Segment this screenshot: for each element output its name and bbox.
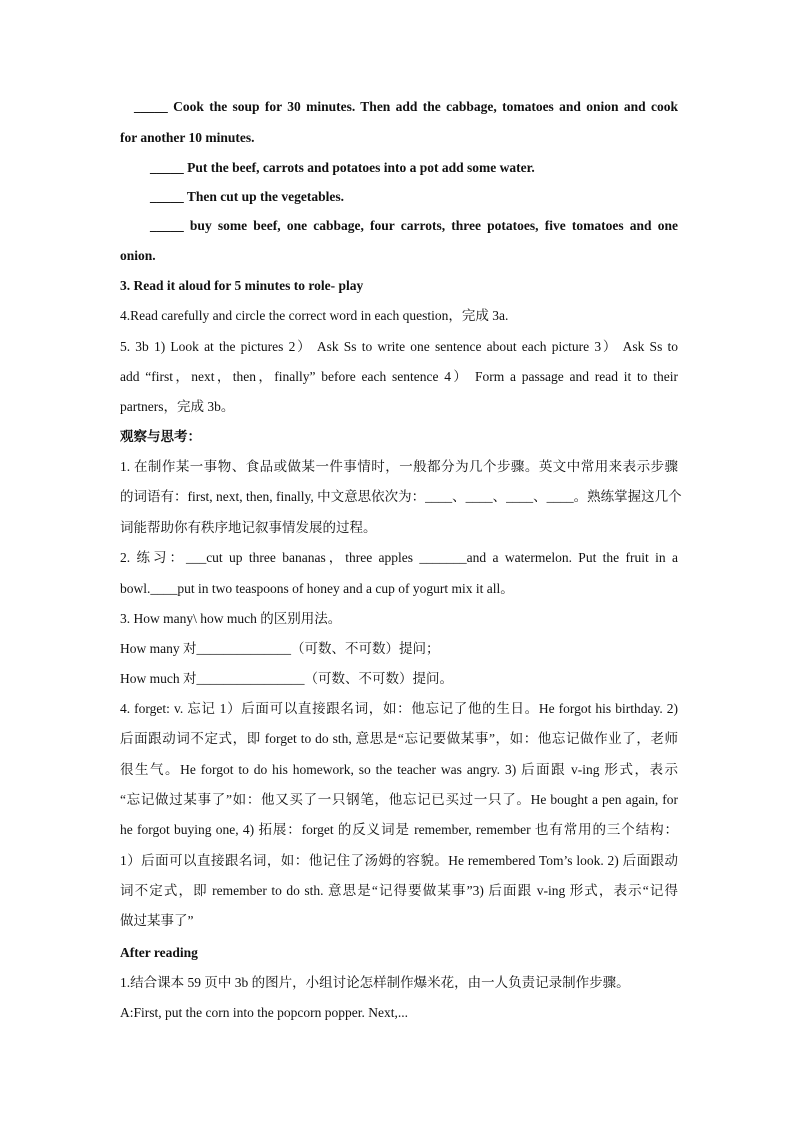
step-cook-soup: _____ Cook the soup for 30 minutes. Then add the cabbage, tomatoes and onion and cook (134, 99, 678, 114)
observe-1-line2: 的词语有：first, next, then, finally, 中文意思依次为：____、____、____、____。熟练掌握这几个 (120, 489, 682, 504)
observe-4-line3: 很生气。He forgot to do his homework, so the teacher was angry. 3) 后面跟 v-ing 形式，表示 (120, 762, 678, 777)
observe-1-line1: 1. 在制作某一事物、食品或做某一件事情时，一般都分为几个步骤。英文中常用来表示步骤 (120, 459, 678, 474)
task-read-carefully: 4.Read carefully and circle the correct word in each question，完成 3a. (120, 308, 509, 323)
step-cook-soup-cont: for another 10 minutes. (120, 130, 255, 145)
task-read-aloud: 3. Read it aloud for 5 minutes to role- play (120, 278, 364, 293)
step-buy-ingredients: _____ buy some beef, one cabbage, four carrots, three potatoes, five tomatoes and one (150, 218, 678, 233)
observe-4-line6: 1）后面可以直接跟名词，如：他记住了汤姆的容貌。He remembered Tom’s look. 2) 后面跟动 (120, 853, 678, 868)
task-3b-line2: add “first，next，then，finally” before each sentence 4） Form a passage and read it to their (120, 369, 678, 384)
observe-3-how-many: How many 对______________（可数、不可数）提问； (120, 641, 440, 656)
step-put-beef: _____ Put the beef, carrots and potatoes into a pot add some water. (150, 160, 535, 175)
after-reading-example: A:First, put the corn into the popcorn popper. Next,... (120, 1005, 408, 1020)
observe-4-line5: he forgot buying one, 4) 拓展：forget 的反义词是 remember, remember 也有常用的三个结构： (120, 822, 678, 837)
observe-3-heading: 3. How many\ how much 的区别用法。 (120, 611, 342, 626)
observe-2-line2: bowl.____put in two teaspoons of honey and a cup of yogurt mix it all。 (120, 581, 514, 596)
after-reading-1: 1.结合课本 59 页中 3b 的图片，小组讨论怎样制作爆米花，由一人负责记录制作步骤。 (120, 975, 630, 990)
observe-3-how-much: How much 对________________（可数、不可数）提问。 (120, 671, 453, 686)
observe-4-line8: 做过某事了” (120, 913, 194, 928)
step-cut-vegetables: _____ Then cut up the vegetables. (150, 189, 345, 204)
observe-4-line2: 后面跟动词不定式，即 forget to do sth, 意思是“忘记要做某事”，如：他忘记做作业了，老师 (120, 731, 678, 746)
task-3b-line1: 5. 3b 1) Look at the pictures 2） Ask Ss to write one sentence about each picture 3） Ask Ss to (120, 339, 678, 354)
section-heading-observe: 观察与思考： (120, 429, 201, 444)
task-3b-line3: partners，完成 3b。 (120, 399, 235, 414)
observe-4-line1: 4. forget: v. 忘记 1）后面可以直接跟名词，如：他忘记了他的生日。He forgot his birthday. 2) (120, 701, 678, 716)
observe-1-line3: 词能帮助你有秩序地记叙事情发展的过程。 (120, 520, 377, 535)
section-heading-after-reading: After reading (120, 945, 198, 960)
observe-4-line7: 词不定式，即 remember to do sth. 意思是“记得要做某事”3) 后面跟 v-ing 形式，表示“记得 (120, 883, 678, 898)
observe-4-line4: “忘记做过某事了”如：他又买了一只钢笔，他忘记已买过一只了。He bought a pen again, for (120, 792, 678, 807)
step-buy-ingredients-cont: onion. (120, 248, 156, 263)
observe-2-line1: 2. 练习：___cut up three bananas，three apples _______and a watermelon. Put the fruit in a (120, 550, 678, 565)
